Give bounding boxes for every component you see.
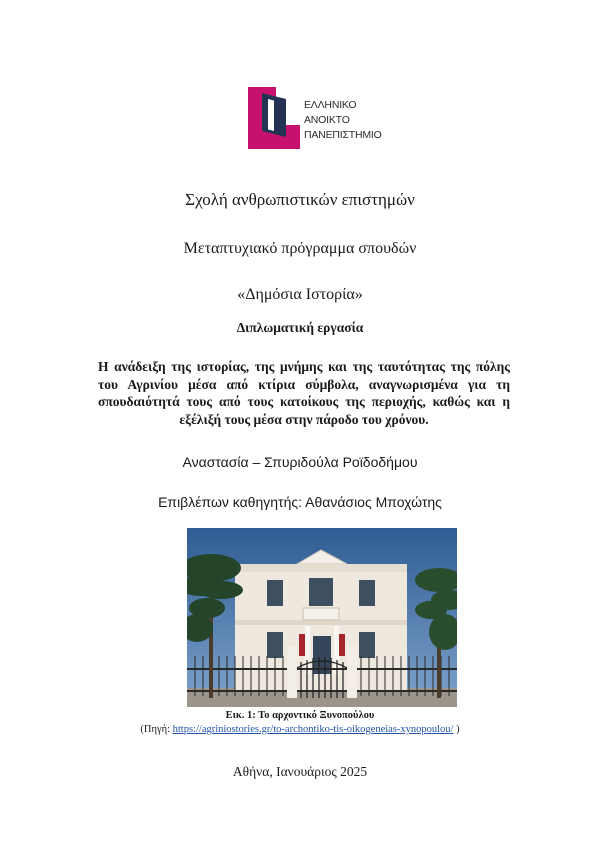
mansion-photo <box>187 528 457 707</box>
place-date: Αθήνα, Ιανουάριος 2025 <box>232 764 368 779</box>
logo-line-3: ΠΑΝΕΠΙΣΤΗΜΙΟ <box>304 129 382 141</box>
logo-line-2: ΑΝΟΙΚΤΟ <box>304 114 350 126</box>
source-suffix: ) <box>453 724 460 735</box>
course-name: «Δημόσια Ιστορία» <box>237 286 363 303</box>
school-name: Σχολή ανθρωπιστικών επιστημών <box>185 190 415 209</box>
figure-caption: Εικ. 1: Το αρχοντικό Ξυνοπούλου <box>225 710 375 721</box>
eap-logo-mark-icon <box>246 85 304 151</box>
source-link[interactable]: https://agriniostories.gr/to-archontiko-tis-oikogeneias-xynopoulou/ <box>172 724 454 735</box>
thesis-label: Διπλωματική εργασία <box>236 320 364 335</box>
thesis-title: Η ανάδειξη της ιστορίας, της μνήμης και της ταυτότητας της πόλης του Αγρινίου μέσα από κτίρια σύμβολα, αναγνωρισμένα για τη σπουδαιότητά τους από τους κατοίκους της περιοχής, καθώς και η εξέλιξή τους μέσα στην πάροδο του χρόνου. <box>98 359 510 427</box>
logo-line-1: ΕΛΛΗΝΙΚΟ <box>304 99 357 111</box>
logo-text <box>304 98 382 143</box>
program-name: Μεταπτυχιακό πρόγραμμα σπουδών <box>183 240 417 257</box>
supervisor: Επιβλέπων καθηγητής: Αθανάσιος Μποχώτης <box>158 494 442 510</box>
figure-source <box>0 724 600 735</box>
university-logo <box>246 85 406 151</box>
source-prefix: (Πηγή: <box>140 724 173 735</box>
author-name: Αναστασία – Σπυριδούλα Ροϊδοδήμου <box>182 454 418 470</box>
